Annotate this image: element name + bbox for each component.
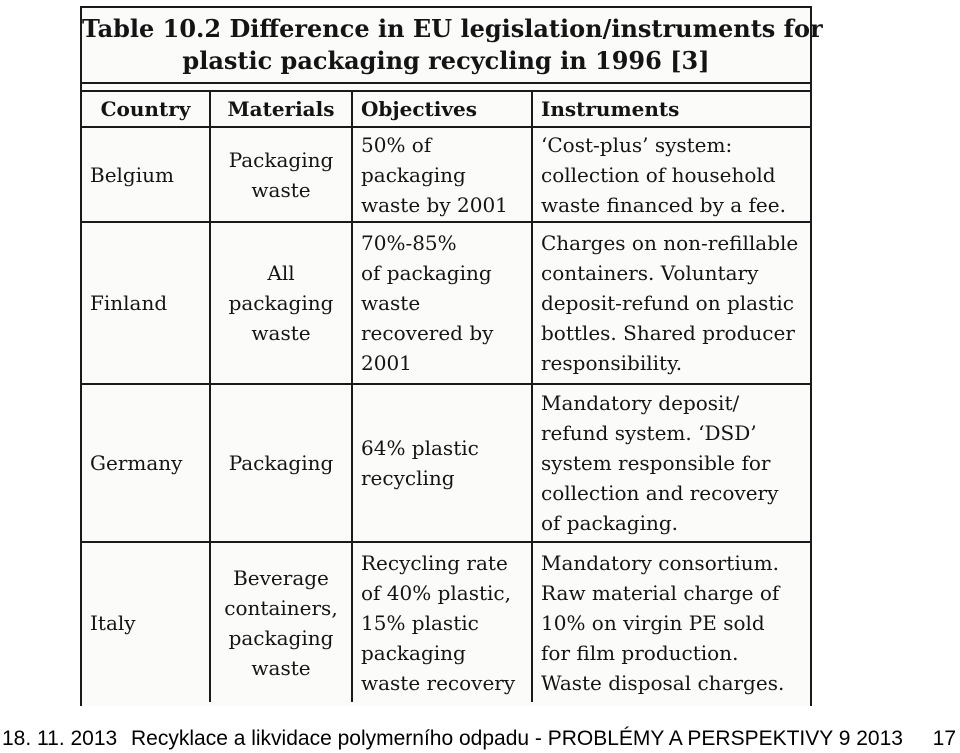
cell-materials: Packaging waste: [210, 127, 352, 222]
cell-country: Germany: [82, 384, 210, 542]
legislation-table: [82, 90, 810, 702]
cell-country: Italy: [82, 542, 210, 702]
header-materials: Materials: [210, 91, 352, 127]
slide-footer: [0, 724, 960, 753]
cell-country: Belgium: [82, 127, 210, 222]
table-row: [82, 384, 810, 542]
cell-country: Finland: [82, 222, 210, 384]
cell-objectives: Recycling rate of 40% plastic, 15% plastic packaging waste recovery: [352, 542, 532, 702]
cell-objectives: 70%-85% of packaging waste recovered by 2001: [352, 222, 532, 384]
table-caption-line-1: Table 10.2 Difference in EU legislation/instruments for: [82, 14, 823, 43]
table-header-row: [82, 91, 810, 127]
table-row: [82, 542, 810, 702]
cell-instruments: Mandatory consortium. Raw material charge of 10% on virgin PE sold for film production. Waste disposal charges.: [532, 542, 810, 702]
table-caption-line-2: plastic packaging recycling in 1996 [3]: [182, 46, 710, 75]
header-instruments: Instruments: [532, 91, 810, 127]
cell-instruments: Charges on non-refillable containers. Voluntary deposit-refund on plastic bottles. Shared producer responsibility.: [532, 222, 810, 384]
header-objectives: Objectives: [352, 91, 532, 127]
cell-materials: Beverage containers, packaging waste: [210, 542, 352, 702]
cell-instruments: Mandatory deposit/ refund system. ‘DSD’ system responsible for collection and recovery of packaging.: [532, 384, 810, 542]
footer-date: 18. 11. 2013: [2, 727, 118, 750]
cell-objectives: 64% plastic recycling: [352, 384, 532, 542]
page-number: 17: [932, 727, 956, 750]
scanned-table-image: [80, 6, 823, 706]
cell-objectives: 50% of packaging waste by 2001: [352, 127, 532, 222]
table-caption: [82, 6, 823, 84]
footer-title: Recyklace a likvidace polymerního odpadu - PROBLÉMY A PERSPEKTIVY 9 2013: [131, 727, 903, 750]
header-country: Country: [82, 91, 210, 127]
cell-materials: Packaging: [210, 384, 352, 542]
table-row: [82, 222, 810, 384]
cell-instruments: ‘Cost-plus’ system: collection of household waste financed by a fee.: [532, 127, 810, 222]
cell-materials: All packaging waste: [210, 222, 352, 384]
table-row: [82, 127, 810, 222]
